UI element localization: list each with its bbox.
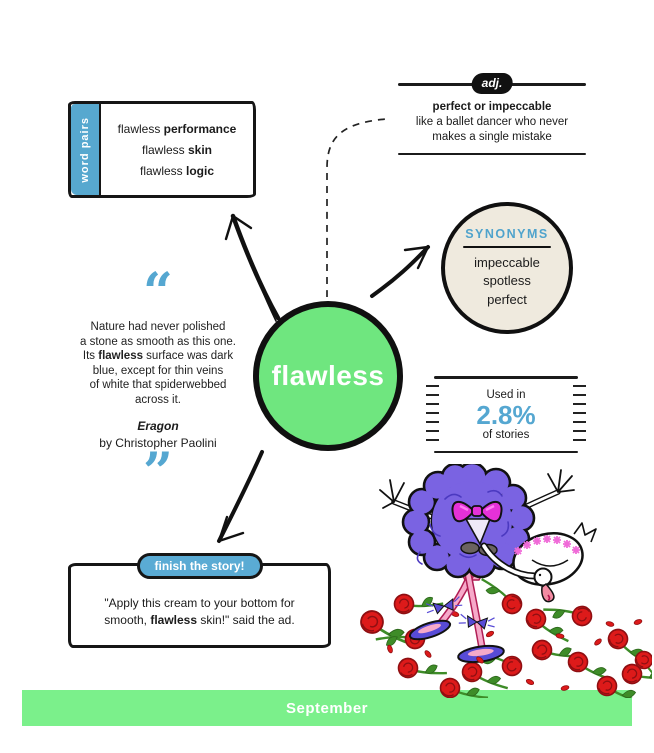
dashed-connector bbox=[327, 119, 386, 297]
synonyms-title: SYNONYMS bbox=[465, 226, 549, 241]
flawless-dancer-illustration bbox=[360, 464, 652, 698]
quote-source-author: by Christopher Paolini bbox=[99, 436, 217, 450]
headword: flawless bbox=[271, 360, 385, 391]
usage-stats-panel bbox=[424, 376, 588, 453]
quote-text: Nature had never polished a stone as smooth as this one. Its flawless surface was dark blue, except for thin veins of white that spiderwebbed across it. bbox=[80, 321, 236, 406]
usage-content bbox=[442, 382, 570, 447]
finish-story-badge: finish the story! bbox=[136, 553, 262, 579]
finish-story-panel bbox=[68, 559, 331, 648]
synonyms-list bbox=[474, 254, 540, 310]
synonym-item: spotless bbox=[483, 273, 531, 289]
definition-secondary-line1: like a ballet dancer who never bbox=[415, 116, 569, 128]
month-label: September bbox=[285, 699, 369, 717]
usage-suffix: of stories bbox=[482, 428, 530, 441]
headword-circle bbox=[253, 301, 403, 451]
quote-open-icon: “ bbox=[143, 262, 173, 323]
usage-percent: 2.8% bbox=[476, 399, 536, 430]
quote-close-icon: ” bbox=[143, 442, 173, 503]
word-pair-item: flawless logic bbox=[139, 163, 215, 178]
usage-top-rule bbox=[434, 376, 578, 379]
word-pairs-label: word pairs bbox=[79, 116, 91, 183]
word-pair-item: flawless performance bbox=[117, 121, 237, 136]
synonyms-divider bbox=[463, 246, 551, 248]
quote-source-title: Eragon bbox=[137, 419, 179, 433]
usage-right-ticks bbox=[573, 385, 586, 444]
synonym-item: impeccable bbox=[474, 254, 540, 270]
definition-primary: perfect or impeccable bbox=[432, 101, 552, 113]
synonym-item: perfect bbox=[487, 291, 527, 307]
finish-story-text: "Apply this cream to your bottom for smooth, flawless skin!" said the ad. bbox=[104, 596, 295, 627]
usage-left-ticks bbox=[426, 385, 439, 444]
usage-bottom-rule bbox=[434, 451, 578, 454]
usage-prefix: Used in bbox=[486, 388, 526, 401]
definition-panel bbox=[396, 75, 588, 155]
word-pairs-label-strip bbox=[71, 104, 101, 195]
definition-bottom-rule bbox=[398, 153, 586, 156]
word-pairs-list bbox=[101, 104, 253, 195]
definition-secondary-line2: makes a single mistake bbox=[432, 131, 552, 143]
quote-panel bbox=[58, 262, 258, 503]
word-pair-item: flawless skin bbox=[141, 142, 213, 157]
part-of-speech-badge: adj. bbox=[472, 73, 513, 94]
synonyms-panel bbox=[441, 202, 573, 334]
word-pairs-panel bbox=[68, 101, 256, 198]
